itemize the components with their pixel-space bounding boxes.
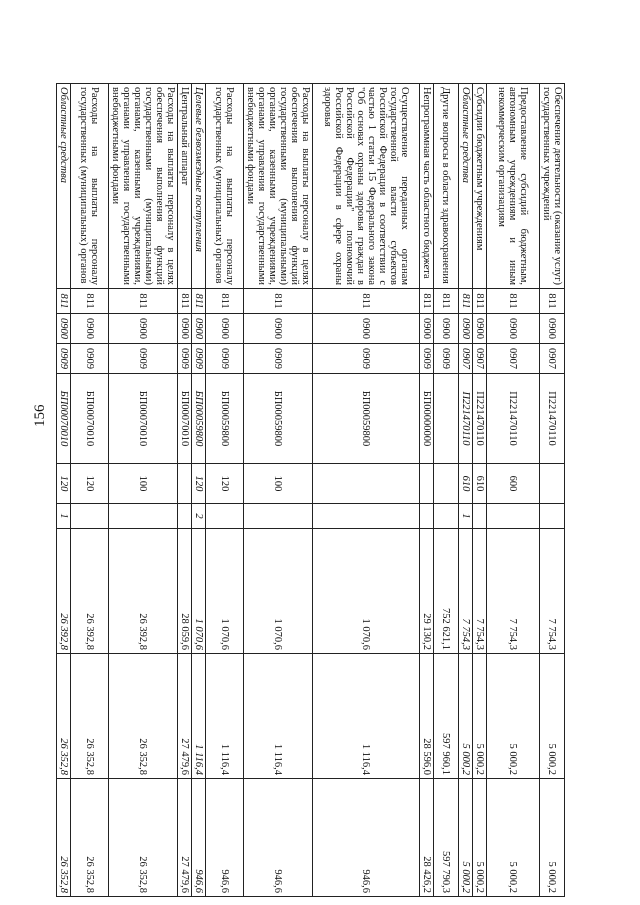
cell-subsection: 0907	[487, 344, 540, 374]
table-row	[459, 84, 473, 897]
cell-subsection: 0909	[434, 344, 459, 374]
cell-ministry: 811	[487, 289, 540, 314]
cell-sum-2026: 946,6	[244, 779, 313, 897]
cell-name: Обеспечение деятельности (оказание услуг) государственных учреждений	[540, 84, 565, 289]
cell-sum-2025: 5 000,2	[473, 654, 487, 779]
cell-name: Областные средства	[57, 84, 71, 289]
cell-sum-2026: 26 352,8	[109, 779, 178, 897]
cell-name: Центральный аппарат	[178, 84, 192, 289]
cell-sum-2025: 5 000,2	[459, 654, 473, 779]
cell-subsection: 0907	[459, 344, 473, 374]
table-row	[420, 84, 434, 897]
cell-ministry: 811	[71, 289, 109, 314]
cell-kosgu	[473, 504, 487, 529]
cell-sum-2024: 7 754,3	[459, 529, 473, 654]
cell-expense-type: 120	[71, 464, 109, 504]
cell-expense-type	[434, 464, 459, 504]
cell-expense-type	[540, 464, 565, 504]
cell-subsection: 0909	[71, 344, 109, 374]
cell-sum-2024: 1 070,6	[192, 529, 206, 654]
cell-expense-type: 100	[244, 464, 313, 504]
cell-sum-2024: 26 392,8	[71, 529, 109, 654]
cell-target-article: БП00070010	[71, 374, 109, 464]
cell-sum-2025: 26 352,8	[109, 654, 178, 779]
cell-target-article: БП00070010	[109, 374, 178, 464]
cell-expense-type	[313, 464, 420, 504]
cell-sum-2026: 26 352,8	[71, 779, 109, 897]
cell-expense-type	[178, 464, 192, 504]
cell-expense-type: 120	[57, 464, 71, 504]
cell-name: Осуществление переданных органам государственной власти субъектов Российской Федерации в соответствии с частью 1 статьи 15 Федерального закона "Об основах охраны здоровья граждан в Российской Федерации" полномочий Российской Федерации в сфере охраны здоровья	[313, 84, 420, 289]
cell-sum-2024: 28 059,6	[178, 529, 192, 654]
cell-expense-type: 610	[473, 464, 487, 504]
cell-section: 0900	[206, 314, 244, 344]
cell-subsection: 0909	[109, 344, 178, 374]
cell-target-article: БП00070010	[178, 374, 192, 464]
cell-kosgu	[178, 504, 192, 529]
cell-sum-2026: 26 352,8	[57, 779, 71, 897]
cell-subsection: 0909	[420, 344, 434, 374]
cell-section: 0900	[109, 314, 178, 344]
cell-sum-2026: 5 000,2	[487, 779, 540, 897]
cell-target-article: БП00059800	[313, 374, 420, 464]
cell-kosgu	[206, 504, 244, 529]
cell-name: Непрограммная часть областного бюджета	[420, 84, 434, 289]
cell-subsection: 0907	[540, 344, 565, 374]
table-row	[434, 84, 459, 897]
cell-sum-2025: 1 116,4	[313, 654, 420, 779]
table-body	[57, 84, 565, 897]
cell-ministry: 811	[109, 289, 178, 314]
cell-ministry: 811	[473, 289, 487, 314]
cell-sum-2024: 1 070,6	[313, 529, 420, 654]
table-row	[57, 84, 71, 897]
cell-target-article: БП00059800	[192, 374, 206, 464]
page-number: 156	[32, 404, 48, 427]
cell-ministry: 811	[178, 289, 192, 314]
table-row	[540, 84, 565, 897]
cell-sum-2026: 946,6	[313, 779, 420, 897]
cell-section: 0900	[459, 314, 473, 344]
cell-sum-2025: 1 116,4	[206, 654, 244, 779]
cell-sum-2025: 28 596,0	[420, 654, 434, 779]
cell-kosgu	[420, 504, 434, 529]
table-row	[192, 84, 206, 897]
cell-sum-2026: 597 790,3	[434, 779, 459, 897]
cell-expense-type: 100	[109, 464, 178, 504]
cell-kosgu	[313, 504, 420, 529]
cell-name: Другие вопросы в области здравоохранения	[434, 84, 459, 289]
cell-subsection: 0909	[178, 344, 192, 374]
cell-section: 0900	[420, 314, 434, 344]
cell-ministry: 811	[244, 289, 313, 314]
cell-section: 0900	[434, 314, 459, 344]
cell-section: 0900	[540, 314, 565, 344]
cell-kosgu	[487, 504, 540, 529]
cell-name: Расходы на выплаты персоналу государственных (муниципальных) органов	[71, 84, 109, 289]
cell-kosgu: 1	[459, 504, 473, 529]
cell-ministry: 811	[459, 289, 473, 314]
cell-section: 0900	[487, 314, 540, 344]
cell-sum-2025: 1 116,4	[192, 654, 206, 779]
table-row	[71, 84, 109, 897]
cell-section: 0900	[313, 314, 420, 344]
cell-kosgu	[71, 504, 109, 529]
cell-target-article: П221470110	[473, 374, 487, 464]
cell-kosgu	[244, 504, 313, 529]
cell-section: 0900	[71, 314, 109, 344]
cell-ministry: 811	[540, 289, 565, 314]
cell-target-article: П221470110	[459, 374, 473, 464]
cell-sum-2024: 7 754,3	[473, 529, 487, 654]
cell-section: 0900	[57, 314, 71, 344]
cell-sum-2026: 5 000,2	[473, 779, 487, 897]
cell-name: Расходы на выплаты персоналу в целях обеспечения выполнения функций государственными (муниципальными) органами, казенными учреждениями, органами управления государственными внебюджетными фондами	[109, 84, 178, 289]
cell-kosgu: 2	[192, 504, 206, 529]
table-row	[206, 84, 244, 897]
cell-subsection: 0909	[244, 344, 313, 374]
cell-name: Расходы на выплаты персоналу в целях обеспечения выполнения функций государственными (муниципальными) органами, казенными учреждениями, органами управления государственными внебюджетными фондами	[244, 84, 313, 289]
cell-sum-2025: 1 116,4	[244, 654, 313, 779]
cell-kosgu	[109, 504, 178, 529]
cell-section: 0900	[244, 314, 313, 344]
cell-sum-2025: 597 960,1	[434, 654, 459, 779]
cell-sum-2026: 27 479,6	[178, 779, 192, 897]
cell-name: Предоставление субсидий бюджетным, автономным учреждениям и иным некоммерческим организациям	[487, 84, 540, 289]
cell-sum-2026: 946,6	[206, 779, 244, 897]
cell-section: 0900	[192, 314, 206, 344]
cell-subsection: 0909	[57, 344, 71, 374]
cell-section: 0900	[178, 314, 192, 344]
budget-table	[56, 83, 565, 897]
cell-ministry: 811	[313, 289, 420, 314]
cell-kosgu	[540, 504, 565, 529]
cell-target-article: БП00059800	[206, 374, 244, 464]
cell-subsection: 0909	[192, 344, 206, 374]
cell-expense-type: 120	[192, 464, 206, 504]
cell-sum-2026: 5 000,2	[459, 779, 473, 897]
cell-target-article: БП00059800	[244, 374, 313, 464]
cell-ministry: 811	[57, 289, 71, 314]
cell-expense-type: 120	[206, 464, 244, 504]
table-row	[473, 84, 487, 897]
table-row	[109, 84, 178, 897]
cell-expense-type: 610	[459, 464, 473, 504]
cell-sum-2026: 946,6	[192, 779, 206, 897]
cell-sum-2026: 5 000,2	[540, 779, 565, 897]
cell-sum-2024: 7 754,3	[487, 529, 540, 654]
cell-ministry: 811	[434, 289, 459, 314]
cell-ministry: 811	[420, 289, 434, 314]
cell-sum-2024: 26 392,8	[57, 529, 71, 654]
cell-sum-2024: 752 621,1	[434, 529, 459, 654]
cell-expense-type: 600	[487, 464, 540, 504]
cell-subsection: 0909	[313, 344, 420, 374]
cell-sum-2024: 1 070,6	[206, 529, 244, 654]
table-row	[244, 84, 313, 897]
cell-subsection: 0909	[206, 344, 244, 374]
cell-target-article: П221470110	[540, 374, 565, 464]
rotated-table-container	[58, 83, 565, 896]
cell-name: Областные средства	[459, 84, 473, 289]
cell-sum-2025: 26 352,8	[57, 654, 71, 779]
cell-sum-2026: 28 426,2	[420, 779, 434, 897]
cell-name: Субсидии бюджетным учреждениям	[473, 84, 487, 289]
cell-sum-2024: 26 392,8	[109, 529, 178, 654]
cell-ministry: 811	[192, 289, 206, 314]
cell-name: Расходы на выплаты персоналу государственных (муниципальных) органов	[206, 84, 244, 289]
cell-sum-2024: 1 070,6	[244, 529, 313, 654]
cell-sum-2025: 27 479,6	[178, 654, 192, 779]
cell-target-article: П221470110	[487, 374, 540, 464]
cell-name: Целевые безвозмездные поступления	[192, 84, 206, 289]
cell-kosgu: 1	[57, 504, 71, 529]
cell-sum-2024: 7 754,3	[540, 529, 565, 654]
cell-sum-2025: 5 000,2	[487, 654, 540, 779]
cell-expense-type	[420, 464, 434, 504]
cell-target-article: БП00070010	[57, 374, 71, 464]
cell-section: 0900	[473, 314, 487, 344]
cell-kosgu	[434, 504, 459, 529]
table-row	[487, 84, 540, 897]
cell-target-article	[434, 374, 459, 464]
cell-target-article: БП00000000	[420, 374, 434, 464]
cell-sum-2025: 5 000,2	[540, 654, 565, 779]
table-row	[313, 84, 420, 897]
cell-sum-2025: 26 352,8	[71, 654, 109, 779]
cell-sum-2024: 29 130,2	[420, 529, 434, 654]
table-row	[178, 84, 192, 897]
cell-ministry: 811	[206, 289, 244, 314]
cell-subsection: 0907	[473, 344, 487, 374]
